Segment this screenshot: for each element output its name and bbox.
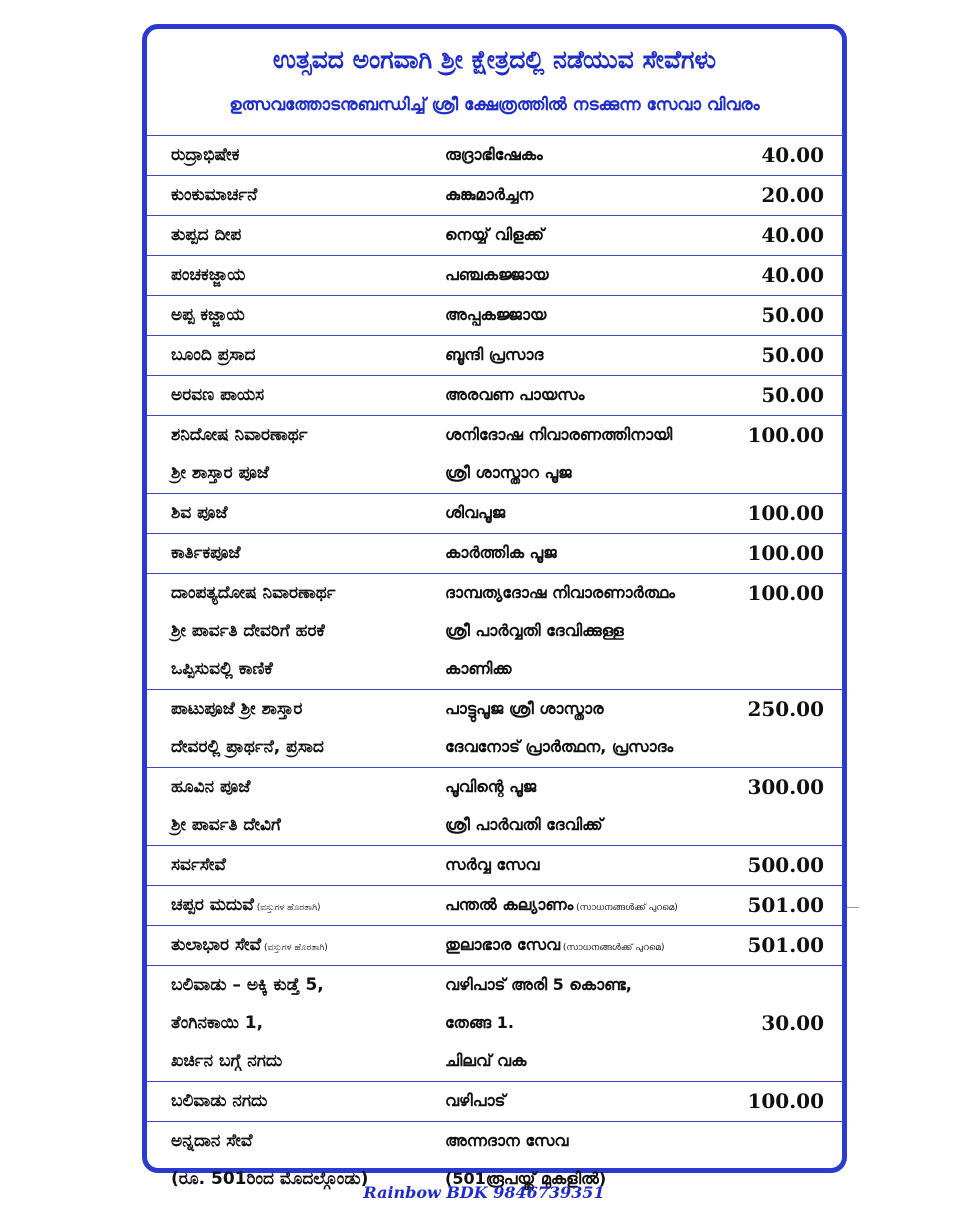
table-row — [147, 925, 842, 965]
malayalam-line: ശനിദോഷ നിവാരണത്തിനായി — [445, 425, 673, 444]
table-row — [147, 533, 842, 573]
kannada-service-name — [171, 296, 245, 334]
malayalam-line: ദേവനോട് പ്രാർത്ഥന, പ്രസാദം — [445, 737, 674, 756]
kannada-line: ಅರವಣ ಪಾಯಸ — [171, 385, 265, 405]
kannada-line: ತುಪ್ಪದ ದೀಪ — [171, 225, 242, 245]
table-row — [147, 767, 842, 845]
kannada-service-name — [171, 846, 226, 884]
kannada-line: (ರೂ. 501ರಿಂದ ಮೊದಲ್ಗೊಂಡು) — [171, 1169, 369, 1189]
table-row — [147, 845, 842, 885]
malayalam-line: കുങ്കുമാർച്ചന — [445, 185, 534, 204]
kannada-line: ಬೂಂದಿ ಪ್ರಸಾದ — [171, 345, 256, 365]
malayalam-line: ശ്രീ പാർവതി ദേവിക്ക് — [445, 815, 603, 834]
malayalam-note: (സാധനങ്ങൾക്ക് പുറമെ) — [573, 903, 678, 913]
kannada-line: ಖರ್ಚಿನ ಬಗ್ಗೆ ನಗದು — [171, 1051, 283, 1071]
kannada-service-name — [171, 966, 324, 1080]
malayalam-line: സർവ്വ സേവ — [445, 855, 540, 874]
kannada-line: ಪಂಚಕಜ್ಜಾಯ — [171, 265, 246, 285]
kannada-service-name — [171, 534, 241, 572]
kannada-service-name — [171, 336, 255, 374]
malayalam-service-name — [445, 176, 533, 214]
kannada-line: ದೇವರಲ್ಲಿ ಪ್ರಾರ್ಥನೆ, ಪ್ರಸಾದ — [171, 737, 324, 757]
malayalam-line: ചിലവ് വക — [445, 1051, 527, 1070]
malayalam-service-name — [445, 768, 603, 844]
table-row — [147, 215, 842, 255]
service-price: 500.00 — [747, 853, 824, 877]
malayalam-service-name — [445, 1082, 505, 1120]
malayalam-service-name — [445, 256, 549, 294]
kannada-line: ಬಲಿವಾಡು – ಅಕ್ಕಿ ಕುಡ್ತೆ 5, — [171, 975, 324, 995]
malayalam-service-name — [445, 376, 584, 414]
kannada-line: ಕಾರ್ತಿಕಪೂಜೆ — [171, 543, 241, 563]
kannada-service-name — [171, 176, 257, 214]
malayalam-line: ശിവപൂജ — [445, 503, 506, 522]
malayalam-line: രുദ്രാഭിഷേകം — [445, 145, 543, 164]
title-kannada: ಉತ್ಸವದ ಅಂಗವಾಗಿ ಶ್ರೀ ಕ್ಷೇತ್ರದಲ್ಲಿ ನಡೆಯುವ ಸೇವೆಗಳು — [272, 45, 717, 74]
kannada-line: ಸರ್ವಸೇವೆ — [171, 855, 226, 875]
table-row — [147, 1081, 842, 1121]
kannada-line: ತುಲಾಭಾರ ಸೇವೆ (ವಸ್ತುಗಳ ಹೊರತಾಗಿ) — [171, 935, 328, 955]
malayalam-line: വഴിപാട് അരി 5 കൊണ്ട, — [445, 975, 632, 994]
malayalam-service-name — [445, 296, 546, 334]
kannada-line: ಶಿವ ಪೂಜೆ — [171, 503, 228, 523]
kannada-line: ರುದ್ರಾಭಿಷೇಕ — [171, 145, 240, 165]
edge-mark — [847, 907, 859, 908]
service-price: 501.00 — [747, 933, 824, 957]
service-price: 100.00 — [747, 541, 824, 565]
kannada-service-name — [171, 886, 321, 924]
service-price: 40.00 — [761, 263, 824, 287]
malayalam-line: പൂവിന്റെ പൂജ — [445, 777, 537, 796]
malayalam-line: (501രൂപയ്ക്ക് മുകളിൽ) — [445, 1169, 607, 1188]
malayalam-service-name — [445, 574, 675, 688]
malayalam-service-name — [445, 846, 539, 884]
kannada-line: ಕುಂಕುಮಾರ್ಚನೆ — [171, 185, 258, 205]
kannada-note: (ವಸ್ತುಗಳ ಹೊರತಾಗಿ) — [261, 943, 328, 953]
kannada-line: ತೆಂಗಿನಕಾಯಿ 1, — [171, 1013, 264, 1033]
malayalam-service-name — [445, 534, 557, 572]
table-row — [147, 415, 842, 493]
kannada-service-name — [171, 376, 264, 414]
kannada-line: ಅನ್ನದಾನ ಸೇವೆ — [171, 1131, 253, 1151]
malayalam-line: അപ്പകജ്ജായ — [445, 305, 547, 324]
title-malayalam: ഉത്സവത്തോടനുബന്ധിച്ച് ശ്രീ ക്ഷേത്രത്തിൽ നടക്കുന്ന സേവാ വിവരം — [229, 95, 760, 115]
service-price: 40.00 — [761, 143, 824, 167]
table-row — [147, 573, 842, 689]
table-row — [147, 335, 842, 375]
malayalam-line: അരവണ പായസം — [445, 385, 585, 404]
malayalam-service-name — [445, 966, 632, 1080]
malayalam-line: വഴിപാട് — [445, 1091, 506, 1110]
service-price: 100.00 — [747, 423, 824, 447]
malayalam-note: (സാധനങ്ങൾക്ക് പുറമെ) — [560, 943, 665, 953]
service-price: 100.00 — [747, 581, 824, 605]
service-price: 300.00 — [747, 775, 824, 799]
kannada-line: ಚಪ್ಪರ ಮದುವೆ (ವಸ್ತುಗಳ ಹೊರತಾಗಿ) — [171, 895, 321, 915]
kannada-service-name — [171, 768, 281, 844]
kannada-service-name — [171, 216, 241, 254]
service-price: 250.00 — [747, 697, 824, 721]
table-row — [147, 255, 842, 295]
price-list-frame — [142, 24, 847, 1189]
malayalam-service-name — [445, 926, 664, 964]
table-row — [147, 175, 842, 215]
table-row — [147, 493, 842, 533]
footer-credit: Rainbow BDK 9846739351 — [363, 1183, 605, 1202]
kannada-line: ಹೂವಿನ ಪೂಜೆ — [171, 777, 251, 797]
kannada-line: ಶ್ರೀ ಪಾರ್ವತಿ ದೇವಿಗೆ — [171, 815, 281, 835]
kannada-service-name — [171, 136, 239, 174]
kannada-line: ದಾಂಪತ್ಯದೋಷ ನಿವಾರಣಾರ್ಥ — [171, 583, 336, 603]
kannada-line: ಶ್ರೀ ಪಾರ್ವತಿ ದೇವರಿಗೆ ಹರಕೆ — [171, 621, 325, 641]
kannada-service-name — [171, 416, 308, 492]
kannada-service-name — [171, 926, 328, 964]
malayalam-service-name — [445, 690, 673, 766]
service-price: 50.00 — [761, 383, 824, 407]
malayalam-service-name — [445, 216, 544, 254]
service-price — [714, 1122, 824, 1160]
service-price: 100.00 — [747, 501, 824, 525]
kannada-line: ಪಾಟುಪೂಜೆ ಶ್ರೀ ಶಾಸ್ತಾರ — [171, 699, 303, 719]
kannada-note: (ವಸ್ತುಗಳ ಹೊರತಾಗಿ) — [253, 903, 321, 913]
kannada-service-name — [171, 690, 324, 766]
table-row — [147, 135, 842, 175]
service-price: 50.00 — [761, 303, 824, 327]
malayalam-service-name — [445, 336, 543, 374]
malayalam-line: കാണിക്ക — [445, 659, 512, 678]
malayalam-line: നെയ്യ് വിളക്ക് — [445, 225, 545, 244]
service-price: 50.00 — [761, 343, 824, 367]
kannada-line: ಶ್ರೀ ಶಾಸ್ತಾರ ಪೂಜೆ — [171, 463, 269, 483]
table-row — [147, 885, 842, 925]
malayalam-line: അന്നദാന സേവ — [445, 1131, 569, 1150]
malayalam-line: തുലാഭാര സേവ (സാധനങ്ങൾക്ക് പുറമെ) — [445, 935, 665, 954]
malayalam-service-name — [445, 136, 543, 174]
table-row — [147, 295, 842, 335]
malayalam-service-name — [445, 416, 672, 492]
malayalam-service-name — [445, 886, 678, 924]
malayalam-line: കാർത്തിക പൂജ — [445, 543, 557, 562]
malayalam-line: പാട്ടുപൂജ ശ്രീ ശാസ്താര — [445, 699, 604, 718]
table-row — [147, 689, 842, 767]
kannada-service-name — [171, 574, 336, 688]
service-price: 100.00 — [747, 1089, 824, 1113]
kannada-service-name — [171, 494, 228, 532]
service-price: 20.00 — [761, 183, 824, 207]
service-table — [147, 135, 842, 1199]
kannada-service-name — [171, 256, 245, 294]
service-price: 501.00 — [747, 893, 824, 917]
table-row — [147, 965, 842, 1081]
kannada-service-name — [171, 1082, 267, 1120]
malayalam-service-name — [445, 494, 505, 532]
malayalam-line: ശ്രീ ശാസ്താറ പൂജ — [445, 463, 572, 482]
malayalam-line: ബൂന്ദി പ്രസാദ — [445, 345, 544, 364]
malayalam-line: ശ്രീ പാർവ്വതി ദേവിക്കുള്ള — [445, 621, 624, 640]
malayalam-line: പന്തൽ കല്യാണം (സാധനങ്ങൾക്ക് പുറമെ) — [445, 895, 678, 914]
malayalam-line: പഞ്ചകജ്ജായ — [445, 265, 549, 284]
service-price: 30.00 — [761, 1011, 824, 1035]
table-row — [147, 375, 842, 415]
kannada-line: ಶನಿದೋಷ ನಿವಾರಣಾರ್ಥ — [171, 425, 308, 445]
service-price: 40.00 — [761, 223, 824, 247]
kannada-line: ಅಪ್ಪ ಕಜ್ಜಾಯ — [171, 305, 245, 325]
malayalam-line: തേങ്ങ 1. — [445, 1013, 514, 1032]
malayalam-line: ദാമ്പത്യദോഷ നിവാരണാർത്ഥം — [445, 583, 676, 602]
kannada-line: ಬಲಿವಾಡು ನಗದು — [171, 1091, 268, 1111]
kannada-line: ಒಪ್ಪಿಸುವಲ್ಲಿ ಕಾಣಿಕೆ — [171, 659, 273, 679]
